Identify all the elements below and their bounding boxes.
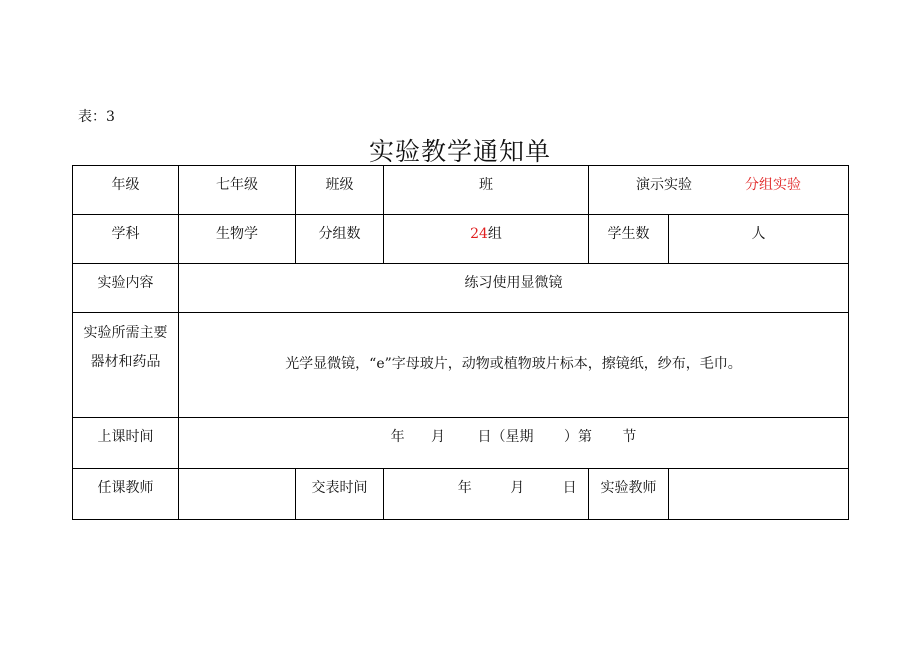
section-unit: ）第 [563, 429, 592, 445]
table-row [73, 313, 849, 418]
document-title: 实验教学通知单 [368, 137, 551, 166]
students-label-cell [589, 215, 669, 264]
subject-label-cell [73, 215, 179, 264]
materials-label-line2: 器材和药品 [90, 354, 161, 370]
teacher-label-cell [73, 469, 179, 520]
teacher-value-cell[interactable] [179, 469, 296, 520]
year-unit: 年 [390, 429, 405, 445]
groups-label: 分组数 [318, 226, 361, 242]
class-label-cell [296, 166, 384, 215]
lab-teacher-label-cell [589, 469, 669, 520]
content-label-cell [73, 264, 179, 313]
lab-teacher-value-cell[interactable] [669, 469, 849, 520]
time-value-cell[interactable] [179, 418, 849, 469]
submit-month-unit: 月 [510, 480, 525, 496]
day-weekday-unit: 日（星期 [477, 429, 534, 445]
time-label-cell [73, 418, 179, 469]
demo-experiment-option: 演示实验 [636, 177, 693, 193]
submit-year-unit: 年 [457, 480, 472, 496]
subject-label: 学科 [111, 226, 140, 242]
grade-value-cell[interactable] [179, 166, 296, 215]
students-value-cell[interactable] [669, 215, 849, 264]
students-unit: 人 [751, 226, 766, 242]
grade-label: 年级 [111, 177, 140, 193]
lab-teacher-label: 实验教师 [600, 480, 657, 496]
students-label: 学生数 [607, 226, 650, 242]
materials-value-cell[interactable] [179, 313, 849, 418]
time-label: 上课时间 [97, 429, 154, 445]
table-row [73, 469, 849, 520]
groups-value-cell[interactable] [384, 215, 589, 264]
content-value: 练习使用显微镜 [464, 275, 563, 291]
experiment-notice-table [72, 165, 849, 520]
materials-value: 光学显微镜，“e”字母玻片，动物或植物玻片标本，擦镜纸，纱布，毛巾。 [285, 356, 742, 372]
materials-label [73, 313, 178, 377]
materials-label-cell [73, 313, 179, 418]
groups-number: 24 [470, 226, 488, 242]
grade-value: 七年级 [216, 177, 258, 193]
table-row [73, 264, 849, 313]
experiment-type-options [589, 166, 848, 195]
groups-value [384, 215, 588, 244]
groups-label-cell [296, 215, 384, 264]
submit-date-fields [384, 469, 588, 498]
content-value-cell[interactable] [179, 264, 849, 313]
experiment-type-cell[interactable] [589, 166, 849, 215]
class-time-fields [179, 418, 848, 447]
group-experiment-option: 分组实验 [744, 177, 801, 193]
content-label: 实验内容 [97, 275, 154, 291]
class-label: 班级 [325, 177, 354, 193]
groups-unit: 组 [487, 226, 502, 242]
period-unit: 节 [622, 429, 637, 445]
grade-label-cell [73, 166, 179, 215]
table-row [73, 166, 849, 215]
table-row [73, 418, 849, 469]
month-unit: 月 [431, 429, 446, 445]
subject-value-cell[interactable] [179, 215, 296, 264]
teacher-label: 任课教师 [97, 480, 154, 496]
table-row [73, 215, 849, 264]
submit-day-unit: 日 [562, 480, 577, 496]
class-value: 班 [479, 177, 493, 193]
submit-time-label: 交表时间 [311, 480, 368, 496]
class-value-cell[interactable] [384, 166, 589, 215]
subject-value: 生物学 [216, 226, 258, 242]
submit-time-value-cell[interactable] [384, 469, 589, 520]
materials-label-line1: 实验所需主要 [83, 325, 168, 341]
table-number-label: 表：3 [78, 109, 115, 125]
submit-time-label-cell [296, 469, 384, 520]
